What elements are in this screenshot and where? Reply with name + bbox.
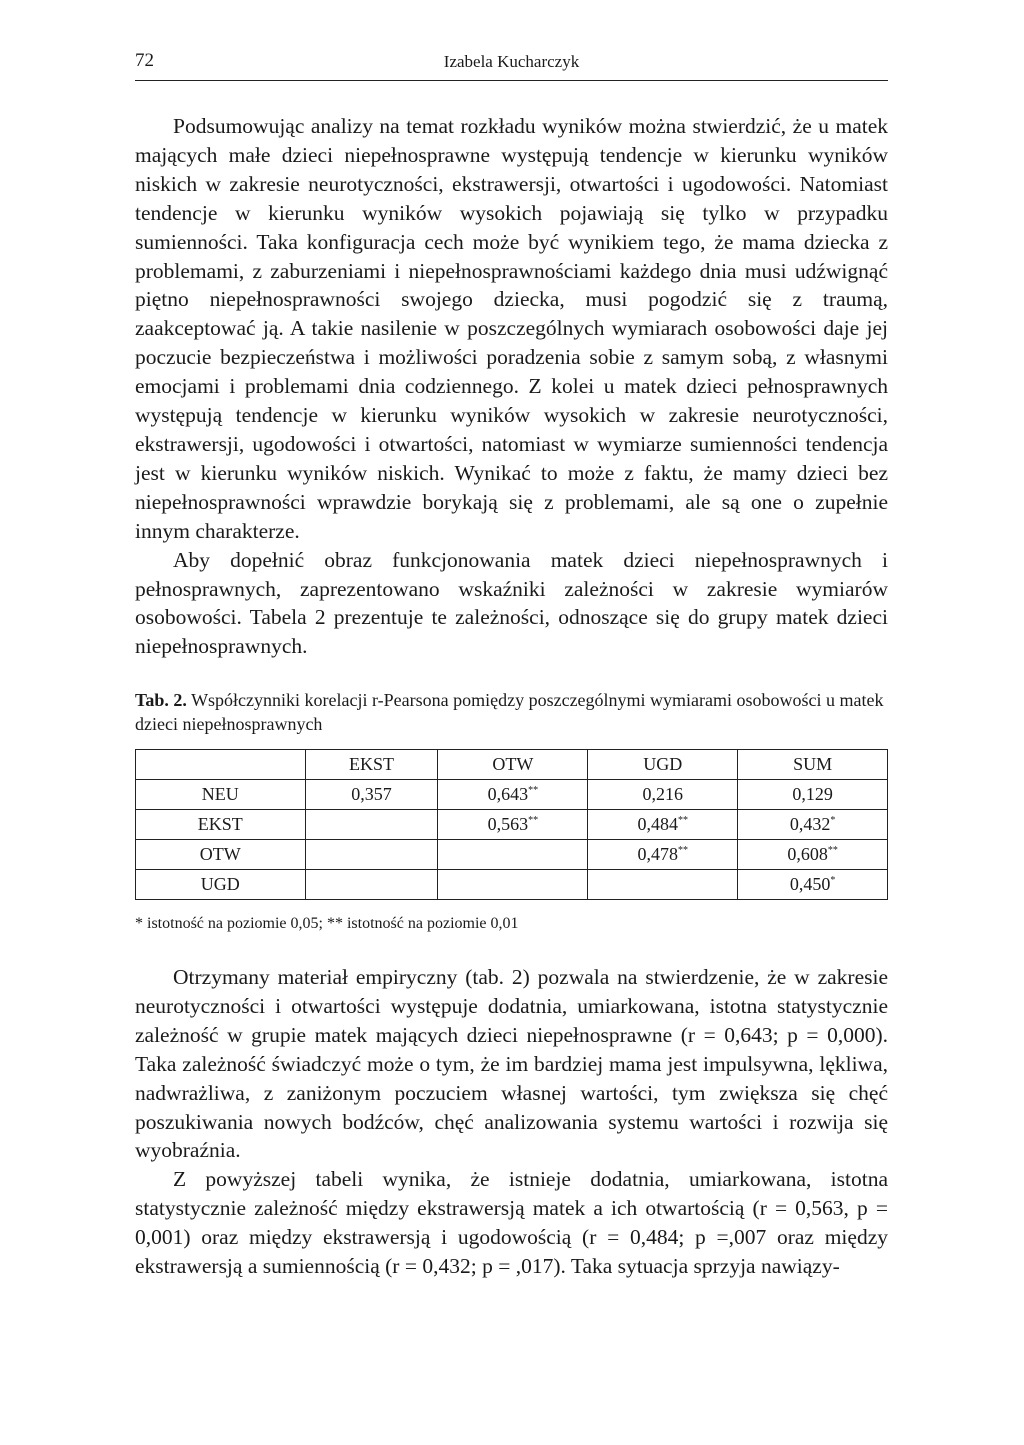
significance-mark: ** <box>528 785 539 796</box>
cell-value: 0,450 <box>789 874 831 894</box>
cell-value: 0,484 <box>637 814 678 834</box>
row-label: EKST <box>136 810 306 840</box>
significance-mark: * <box>830 875 836 886</box>
table-cell <box>438 840 588 870</box>
row-label: UGD <box>136 870 306 900</box>
table-header-row <box>136 750 888 780</box>
cell-value: 0,432 <box>789 814 831 834</box>
table-cell <box>588 780 738 810</box>
page-header <box>135 50 888 81</box>
table-row <box>136 840 888 870</box>
cell-value: 0,216 <box>642 784 683 804</box>
table-cell <box>738 810 888 840</box>
significance-mark: * <box>830 815 836 826</box>
table-cell <box>588 840 738 870</box>
row-label: OTW <box>136 840 306 870</box>
table-cell <box>305 810 438 840</box>
paragraph: Z powyższej tabeli wynika, że istnieje dodatnia, umiarkowana, istotna statystycznie zależność między ekstrawersją matek a ich otwartością (r = 0,563, p = 0,001) oraz między ekstrawersją i ugodowością (r = 0,484; p =,007 oraz między ekstrawersją a sumiennością (r = 0,432; p = ,017). Taka sytuacja sprzyja nawiązy- <box>135 1167 888 1279</box>
cell-value: 0,563 <box>487 814 529 834</box>
table-header-cell: SUM <box>738 750 888 780</box>
table-cell <box>305 840 438 870</box>
significance-mark: ** <box>528 815 539 826</box>
paragraph: Otrzymany materiał empiryczny (tab. 2) pozwala na stwierdzenie, że w zakresie neurotyczności i otwartości występuje dodatnia, umiarkowana, istotna statystycznie zależność w grupie matek mających dzieci niepełnosprawne (r = 0,643; p = 0,000). Taka zależność świadczyć może o tym, że im bardziej mama jest impulsywna, lękliwa, nadwrażliwa, z zaniżonym poczuciem własnej wartości, tym zwiększa się chęć poszukiwania nowych bodźców, chęć analizowania systemu wartości i rozwija się wyobraźnia. <box>135 965 888 1163</box>
body-text-bottom <box>135 963 888 1281</box>
table-cell <box>305 870 438 900</box>
row-label: NEU <box>136 780 306 810</box>
table-header-cell: OTW <box>438 750 588 780</box>
table-header-cell: UGD <box>588 750 738 780</box>
table-caption <box>135 688 888 736</box>
table-cell <box>738 870 888 900</box>
table-header-cell: EKST <box>305 750 438 780</box>
table-cell <box>738 840 888 870</box>
table-cell <box>305 780 438 810</box>
table-cell <box>438 810 588 840</box>
table-row <box>136 870 888 900</box>
page-number: 72 <box>135 50 154 71</box>
table-footnote: * istotność na poziomie 0,05; ** istotność na poziomie 0,01 <box>135 915 519 932</box>
cell-value: 0,643 <box>487 784 529 804</box>
cell-value: 0,129 <box>792 784 833 804</box>
cell-value: 0,478 <box>637 844 678 864</box>
significance-mark: ** <box>677 815 688 826</box>
table-row <box>136 780 888 810</box>
table-row <box>136 810 888 840</box>
significance-mark: ** <box>677 845 688 856</box>
paragraph: Aby dopełnić obraz funkcjonowania matek dzieci niepełnosprawnych i pełnosprawnych, zaprezentowano wskaźniki zależności w zakresie wymiarów osobowości. Tabela 2 prezentuje te zależności, odnoszące się do grupy matek dzieci niepełnosprawnych. <box>135 547 888 659</box>
paragraph: Podsumowując analizy na temat rozkładu wyników można stwierdzić, że u matek mających małe dzieci niepełnosprawne występują tendencje w kierunku wyników niskich w zakresie neurotyczności, ekstrawersji, otwartości i ugodowości. Natomiast tendencje w kierunku wyników wysokich pojawiają się tylko w przypadku sumienności. Taka konfiguracja cech może być wynikiem tego, że mama dziecka z problemami, z zaburzeniami i niepełnosprawnościami każdego dnia musi udźwignąć piętno niepełnosprawności swojego dziecka, musi pogodzić się z traumą, zaakceptować ją. A takie nasilenie w poszczególnych wymiarach osobowości daje jej poczucie bezpieczeństwa i możliwości poradzenia sobie z samym sobą, z własnymi emocjami i problemami dnia codziennego. Z kolei u matek dzieci pełnosprawnych występują tendencje w kierunku wyników wysokich w zakresie neurotyczności, ekstrawersji, ugodowości i otwartości, natomiast w wymiarze sumienności tendencja jest w kierunku wyników niskich. Wynikać to może z faktu, że mamy dzieci bez niepełnosprawności wprawdzie borykają się z problemami, ale są one o zupełnie innym charakterze. <box>135 114 888 543</box>
cell-value: 0,357 <box>351 784 392 804</box>
significance-mark: ** <box>827 845 838 856</box>
running-head-author: Izabela Kucharczyk <box>443 52 580 71</box>
body-text-top <box>135 112 888 661</box>
table-cell <box>588 810 738 840</box>
cell-value: 0,608 <box>787 844 828 864</box>
table-cell <box>438 870 588 900</box>
table-cell <box>438 780 588 810</box>
correlation-table <box>135 749 888 900</box>
table-cell <box>738 780 888 810</box>
table-header-cell <box>136 750 306 780</box>
table-caption-text: Współczynniki korelacji r-Pearsona pomiędzy poszczególnymi wymiarami osobowości u matek dzieci niepełnosprawnych <box>135 690 884 734</box>
table-label: Tab. 2. <box>135 690 187 710</box>
table-cell <box>588 870 738 900</box>
